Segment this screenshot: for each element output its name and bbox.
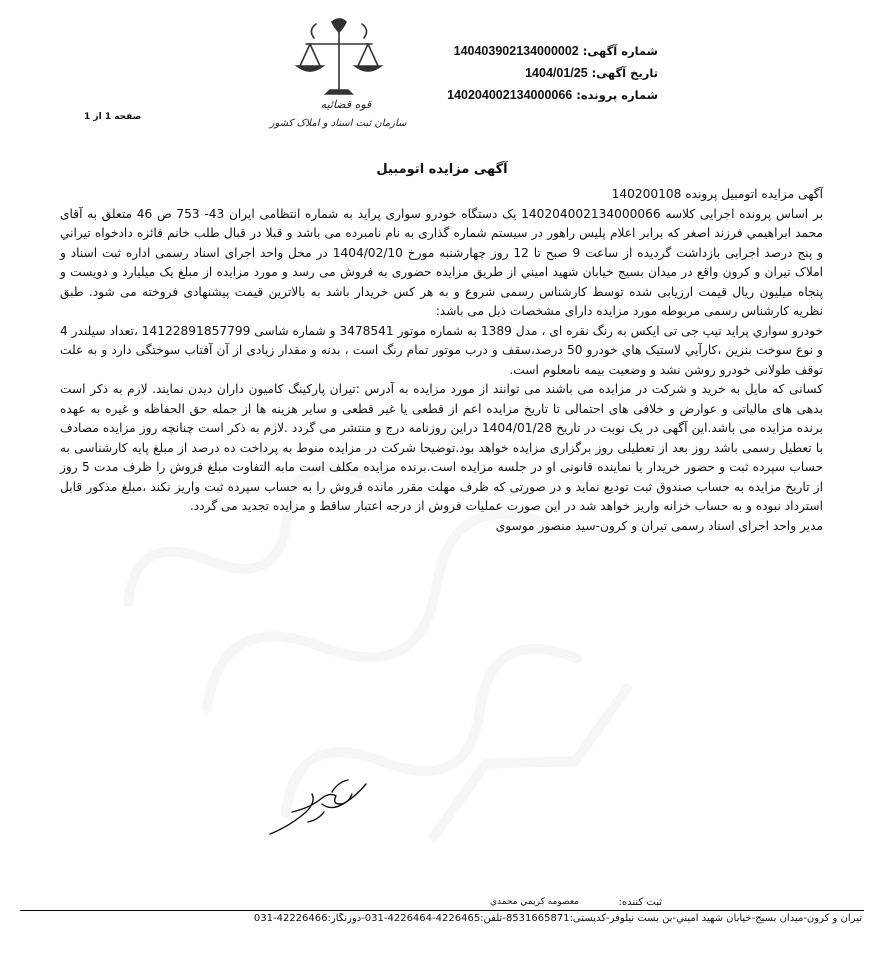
ad-signatory: مدیر واحد اجرای اسناد رسمی تیران و کرون-سید منصور موسوی	[495, 518, 823, 533]
registrar-name: معصومه کريمي محمدي	[489, 897, 579, 907]
file-number-label: شماره پرونده:	[576, 88, 658, 102]
page-number: صفحه 1 از 1	[84, 112, 142, 122]
page-title: آگهی مزایده اتومبیل	[376, 162, 508, 177]
registrar-label: ثبت کننده:	[618, 897, 662, 908]
ad-body	[60, 185, 823, 536]
file-number: 140204002134000066	[447, 88, 573, 102]
ad-date-row	[447, 62, 658, 84]
handwritten-signature	[262, 772, 382, 844]
ad-paragraph-main: بر اساس پرونده اجرایی کلاسه 140204002134000066 یک دستگاه خودرو سواری پراید به شماره انتظامی ایران 43- 753 ص 46 متعلق به آقای محمد ابراهیمي فرزند اصغر که برابر اعلام پلیس راهور در سیستم شماره گذاری به نام نامبرده می باشد و قبلا در قبال طلب خانم فائزه دادخواه تیراني و پنج درصد اجرایی بازداشت گردیده از ساعت 9 صبح تا 12 روز چهارشنبه مورخ 1404/02/10 در محل واحد اجرای اسناد رسمی اداره ثبت اسناد و املاک تیران و کرون واقع در میدان بسیج خیابان شهید امیني از طریق مزایده حضوری به فروش می رسد و مورد مزایده از مبلغ یک میلیارد و دویست و پنجاه میلیون ریال قیمت ارزیابی شده توسط کارشناس رسمی شروع و به هر کس خریدار باشد به بالاترین قیمت پیشنهادی فروخته می شود. طبق نظریه کارشناس رسمی مربوطه مورد مزایده دارای مشخصات ذیل می باشد:	[60, 206, 823, 318]
ad-paragraph-vehicle-specs: خودرو سواري پراید تیپ جی تی ایکس به رنگ نقره ای ، مدل 1389 به شماره موتور 3478541 و شماره شاسی 14122891857799 ،تعداد سیلندر 4 و نوع سوخت بنزين ،كارآيي لاستیک هاي خودرو 50 درصد،سقف و درب موتور تمام رنگ است ، بدنه و مقدار زیادی از آن آفتاب سوختگی دارد و به علت توقف طولانی خودرو روشن نشد و وضعیت بیمه نامعلوم است.	[60, 323, 824, 377]
emblem-caption-1: قوه قضائیه	[320, 98, 372, 111]
ad-date: 1404/01/25	[525, 66, 588, 80]
ad-paragraph-conditions: کسانی که مایل به خرید و شرکت در مزایده می باشند می توانند از مورد مزایده به آدرس :تیران پارکینگ کامیون داران دیدن نمایند. لازم به ذکر است بدهی های مالیاتی و عوارض و خلافی های احتمالی تا تاریخ مزایده اعم از قطعی یا غیر قطعی و سایر هزینه ها از جمله حق الحفاظه و غیره به عهده برنده مزایده می باشد.این آگهی در یک نوبت در تاریخ 1404/01/28 دراین روزنامه درج و منتشر می گردد .لازم به ذکر است چنانچه روز مزایده مصادف با تعطیل رسمی باشد روز بعد از تعطیلی روز برگزاری مزایده خواهد بود.توضیحا شرکت در مزایده منوط به پرداخت ده درصد از مبلغ پایه کارشناسی به حساب سپرده ثبت و حضور خریدار یا نماینده قانونی او در جلسه مزایده است.برنده مزایده مکلف است مابه التفاوت مبلغ فروش را ظرف مدت 5 روز از تاریخ مزایده به حساب صندوق ثبت تودیع نماید و در صورتی که ظرف مهلت مقرر مانده فروش را به حساب سپرده ثبت واریز نکند ،مبلغ مذکور قابل استرداد نبوده و به حساب خزانه واریز خواهد شد در این صورت عملیات فروش از درجه اعتبار ساقط و مزایده تجدید می گردد.	[60, 382, 823, 513]
emblem-caption-2: سازمان ثبت اسناد و املاک کشور	[269, 118, 407, 129]
file-number-row	[447, 84, 658, 106]
footer-divider	[20, 910, 864, 911]
ad-number-label: شماره آگهی:	[582, 44, 658, 58]
ad-subject-line: آگهی مزایده اتومبیل پرونده 140200108	[611, 187, 823, 201]
scales-of-justice-emblem	[268, 14, 418, 136]
ad-meta	[447, 40, 658, 106]
ad-number: 140403902134000002	[453, 44, 579, 58]
ad-date-label: تاریخ آگهی:	[591, 66, 658, 80]
ad-number-row	[447, 40, 658, 62]
footer-address: تیران و کرون-میدان بسیج-خیابان شهید امیني-بن بست نیلوفر-کدپستی:8531665871-تلفن:4226465-4226464-031-دورنگار:42226466-031	[253, 913, 862, 924]
